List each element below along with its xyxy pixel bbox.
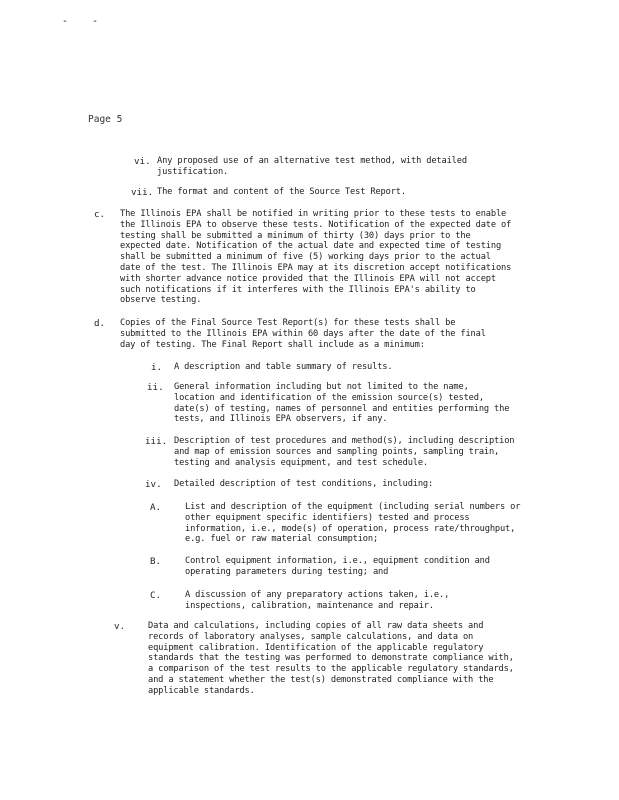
item-label: i.	[151, 362, 163, 373]
item-label: iii.	[145, 436, 168, 447]
item-text: Description of test procedures and method(s), including description and map of emission sources and sampling points, sampling train, testing and analysis equipment, and test schedule.	[174, 436, 515, 468]
item-label: c.	[94, 209, 106, 220]
item-label: vi.	[134, 156, 151, 167]
item-text: List and description of the equipment (including serial numbers or other equipment specific identifiers) tested and process information, i.e., mode(s) of operation, process rate/throughput, e.g. fuel or raw material consumption;	[185, 502, 521, 545]
item-label: iv.	[145, 479, 162, 490]
corner-mark: -	[62, 16, 69, 27]
item-label: vii.	[131, 187, 154, 198]
item-text: Copies of the Final Source Test Report(s) for these tests shall be submitted to the Illinois EPA within 60 days after the date of the final day of testing. The Final Report shall include as a minimum:	[120, 318, 486, 350]
item-text: Control equipment information, i.e., equipment condition and operating parameters during testing; and	[185, 556, 490, 577]
item-text: General information including but not limited to the name, location and identification of the emission source(s) tested, date(s) of testing, names of personnel and entities performing the tests, and Illinois EPA observers, if any.	[174, 382, 510, 425]
item-label: v.	[114, 621, 126, 632]
item-text: Detailed description of test conditions, including:	[174, 479, 434, 489]
item-text: A description and table summary of results.	[174, 362, 393, 372]
item-text: A discussion of any preparatory actions taken, i.e., inspections, calibration, maintenance and repair.	[185, 590, 450, 611]
item-label: A.	[150, 502, 162, 513]
page-number: Page 5	[88, 114, 123, 125]
item-text: The Illinois EPA shall be notified in writing prior to these tests to enable the Illinois EPA to observe these tests. Notification of the expected date of testing shall be submitted a minimum of thirty (30) days prior to the expected date. Notification of the actual date and expected time of testing shall be submitted a minimum of five (5) working days prior to the actual date of the test. The Illinois EPA may at its discretion accept notifications with shorter advance notice provided that the Illinois EPA will not accept such notifications if it interferes with the Illinois EPA's ability to observe testing.	[120, 209, 512, 306]
item-text: The format and content of the Source Test Report.	[157, 187, 406, 197]
item-label: B.	[150, 556, 162, 567]
item-label: C.	[150, 590, 162, 601]
item-label: d.	[94, 318, 106, 329]
item-text: Any proposed use of an alternative test method, with detailed justification.	[157, 156, 467, 177]
item-label: ii.	[147, 382, 164, 393]
item-text: Data and calculations, including copies of all raw data sheets and records of laboratory analyses, sample calculations, and data on equipment calibration. Identification of the applicable regulatory standards that the testing was performed to demonstrate compliance with, a comparison of the test results to the applicable regulatory standards, and a statement whether the test(s) demonstrated compliance with the applicable standards.	[148, 621, 514, 696]
corner-mark: -	[92, 16, 99, 27]
